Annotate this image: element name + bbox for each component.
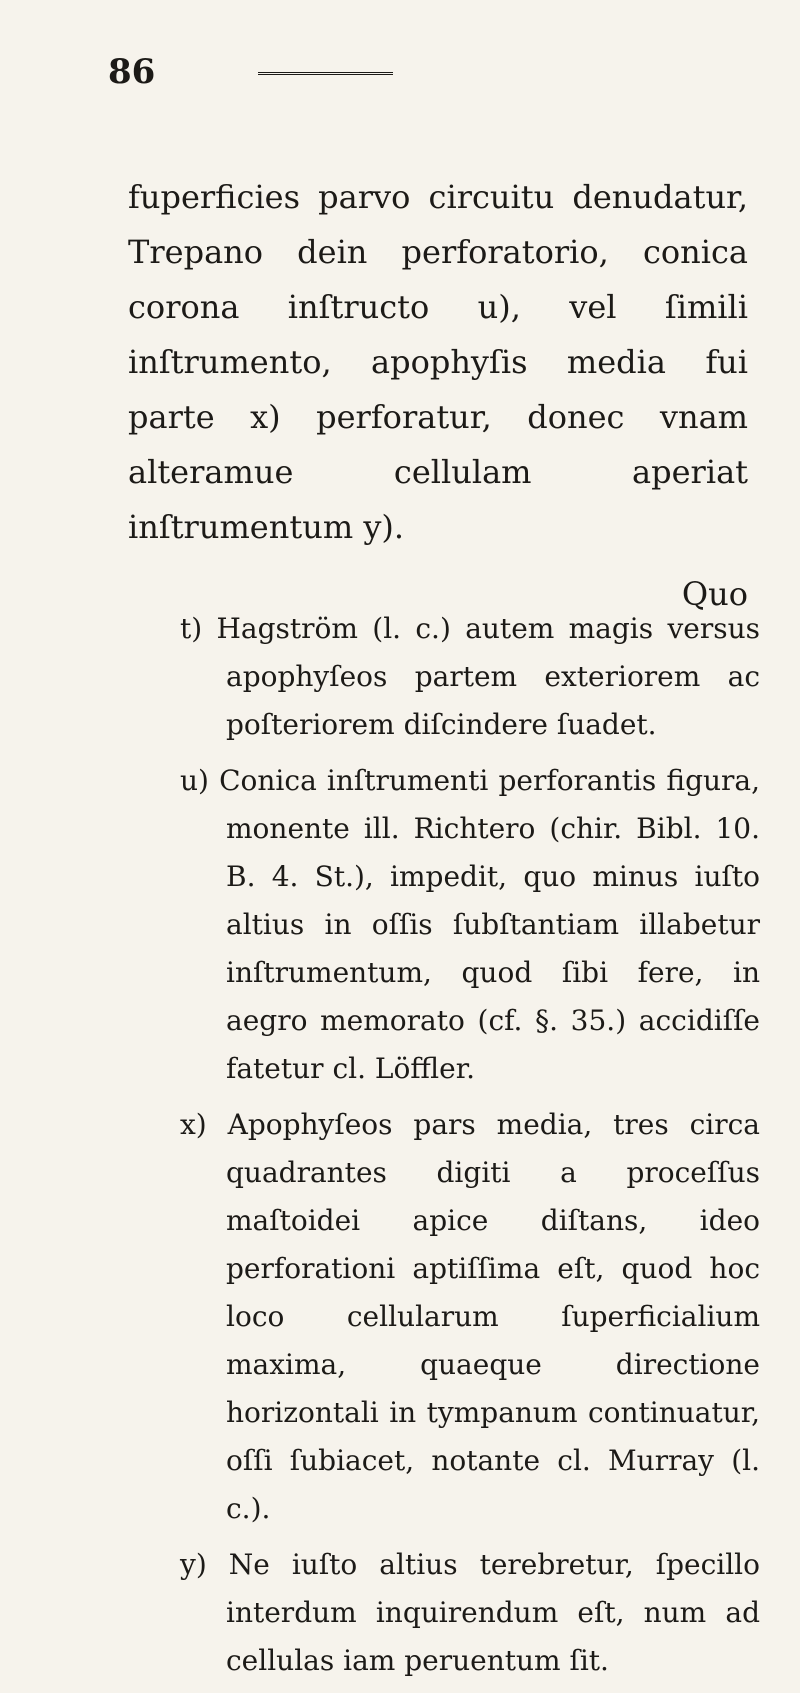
- catchword: Quo: [681, 575, 748, 613]
- footnote-t: t) Hagström (l. c.) autem magis versus apophyſeos partem exteriorem ac poſteriorem diſcindere ſuadet.: [180, 612, 760, 741]
- header-rule: [258, 72, 393, 75]
- footnote-y: y) Ne iuſto altius terebretur, ſpecillo interdum inquirendum eſt, num ad cellulas iam peruentum ſit.: [180, 1548, 760, 1677]
- page-header: [108, 52, 708, 102]
- page-number: 86: [108, 52, 156, 92]
- main-text: [128, 170, 748, 622]
- footnote-x: x) Apophyſeos pars media, tres circa quadrantes digiti a proceſſus maſtoidei apice diſtans, ideo perforationi aptiſſima eſt, quod hoc loco cellularum ſuperficialium maxima, quaeque directione horizontali in tympanum continuatur, oſſi ſubiacet, notante cl. Murray (l. c.).: [180, 1108, 760, 1525]
- footnotes: [180, 605, 760, 1693]
- footnote-u: u) Conica inſtrumenti perforantis figura, monente ill. Richtero (chir. Bibl. 10. B. 4. St.), impedit, quo minus iuſto altius in oſſis ſubſtantiam illabetur inſtrumentum, quod ſibi fere, in aegro memorato (cf. §. 35.) accidiſſe fatetur cl. Löffler.: [180, 764, 760, 1085]
- body-paragraph: fuperficies parvo circuitu denudatur, Trepano dein perforatorio, conica corona inſtructo u), vel ſimili inſtrumento, apophyſis media fui parte x) perforatur, donec vnam alteramue cellulam aperiat inſtrumentum y).: [128, 178, 748, 546]
